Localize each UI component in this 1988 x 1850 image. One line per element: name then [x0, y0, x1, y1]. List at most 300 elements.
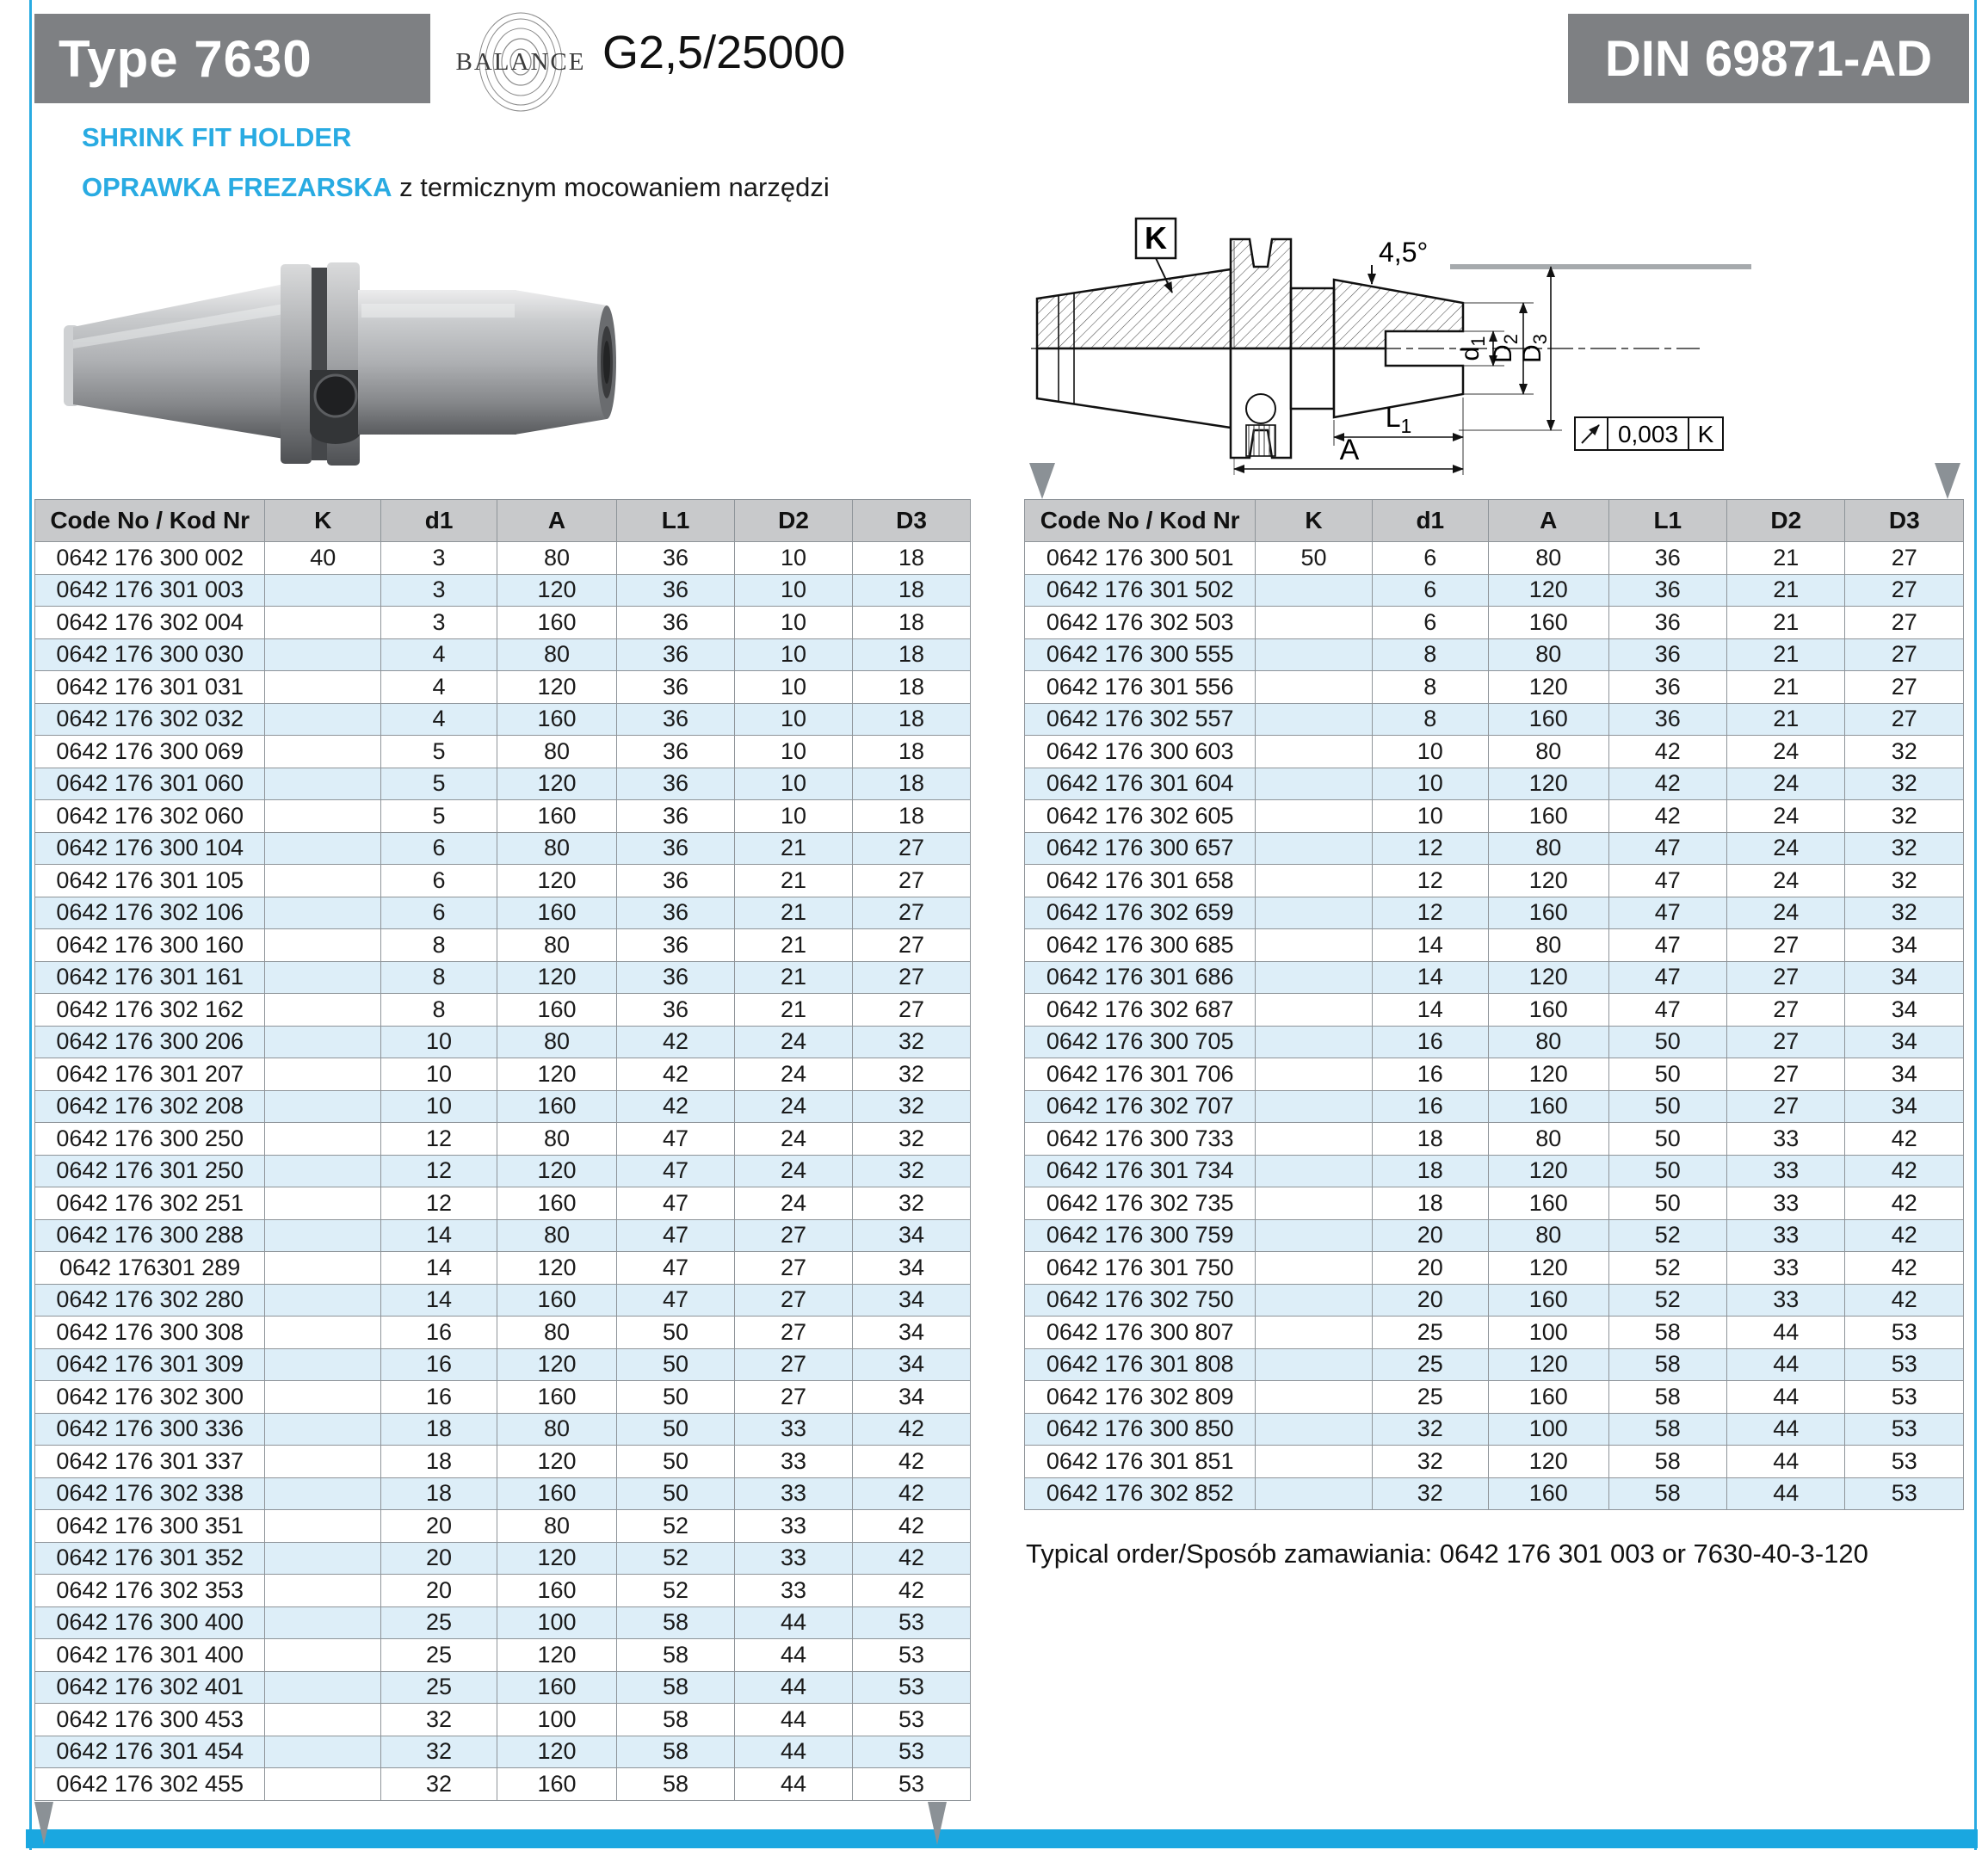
- table-row: [1025, 1348, 1964, 1381]
- table-cell: 160: [1488, 1477, 1608, 1510]
- table-cell: 24: [1727, 736, 1845, 768]
- table-cell: 20: [1372, 1284, 1488, 1317]
- table-row: [1025, 800, 1964, 833]
- table-cell: 24: [1727, 800, 1845, 833]
- table-row: [1025, 1446, 1964, 1478]
- table-cell: [1256, 1252, 1372, 1285]
- table-cell: [265, 638, 381, 671]
- table-row: [35, 671, 971, 704]
- table-cell: 58: [1608, 1477, 1726, 1510]
- table-cell: 36: [617, 961, 735, 994]
- table-cell: 0642 176 302 004: [35, 607, 265, 639]
- table-cell: 4: [381, 703, 497, 736]
- table-cell: 21: [735, 929, 853, 962]
- table-cell: 0642 176 301 250: [35, 1155, 265, 1187]
- table-cell: 34: [1845, 994, 1964, 1027]
- table-cell: 44: [735, 1704, 853, 1736]
- table-cell: [265, 1090, 381, 1123]
- table-row: [1025, 1187, 1964, 1220]
- table-cell: 58: [1608, 1348, 1726, 1381]
- table-cell: 120: [497, 1736, 616, 1768]
- table-cell: 47: [1608, 994, 1726, 1027]
- column-header: D3: [1845, 500, 1964, 542]
- table-cell: 80: [497, 929, 616, 962]
- table-cell: 32: [852, 1187, 970, 1220]
- table-cell: 24: [735, 1026, 853, 1058]
- table-cell: 100: [497, 1606, 616, 1639]
- table-cell: 34: [852, 1284, 970, 1317]
- table-cell: 0642 176 301 309: [35, 1348, 265, 1381]
- table-cell: 27: [735, 1284, 853, 1317]
- table-row: [1025, 1058, 1964, 1091]
- table-cell: 53: [1845, 1477, 1964, 1510]
- column-header: d1: [1372, 500, 1488, 542]
- table-cell: 47: [1608, 865, 1726, 897]
- table-cell: 32: [1845, 865, 1964, 897]
- table-row: [35, 897, 971, 929]
- table-cell: 0642 176 302 735: [1025, 1187, 1256, 1220]
- table-row: [1025, 865, 1964, 897]
- table-cell: 120: [497, 1446, 616, 1478]
- table-cell: 120: [497, 865, 616, 897]
- table-cell: 52: [617, 1542, 735, 1575]
- table-row: [35, 1736, 971, 1768]
- table-row: [1025, 542, 1964, 575]
- table-cell: 120: [1488, 1058, 1608, 1091]
- table-cell: 50: [1608, 1187, 1726, 1220]
- table-row: [35, 574, 971, 607]
- table-cell: 80: [1488, 929, 1608, 962]
- table-cell: 0642 176 301 502: [1025, 574, 1256, 607]
- table-cell: 0642 176 300 685: [1025, 929, 1256, 962]
- table-cell: 0642 176 301 031: [35, 671, 265, 704]
- table-cell: 0642 176301 289: [35, 1252, 265, 1285]
- table-cell: [265, 961, 381, 994]
- table-cell: 0642 176 300 807: [1025, 1317, 1256, 1349]
- table-cell: 0642 176 302 707: [1025, 1090, 1256, 1123]
- table-cell: [1256, 1284, 1372, 1317]
- table-cell: 16: [1372, 1058, 1488, 1091]
- table-cell: 0642 176 302 208: [35, 1090, 265, 1123]
- product-name-pl-rest: z termicznym mocowaniem narzędzi: [392, 172, 830, 202]
- column-header: L1: [1608, 500, 1726, 542]
- table-cell: 42: [852, 1477, 970, 1510]
- table-cell: 160: [497, 1477, 616, 1510]
- table-cell: 53: [852, 1671, 970, 1704]
- table-cell: 42: [852, 1510, 970, 1543]
- table-cell: 34: [852, 1219, 970, 1252]
- table-cell: 42: [617, 1090, 735, 1123]
- table-row: [35, 1671, 971, 1704]
- table-cell: 120: [497, 574, 616, 607]
- table-cell: [265, 1736, 381, 1768]
- table-cell: 47: [1608, 929, 1726, 962]
- table-cell: 18: [1372, 1123, 1488, 1156]
- table-cell: 20: [1372, 1219, 1488, 1252]
- table-cell: 120: [1488, 1348, 1608, 1381]
- table-cell: 0642 176 300 759: [1025, 1219, 1256, 1252]
- table-cell: 0642 176 301 686: [1025, 961, 1256, 994]
- table-cell: [265, 1317, 381, 1349]
- product-name-pl-bold: OPRAWKA FREZARSKA: [82, 172, 392, 202]
- table-cell: 14: [1372, 994, 1488, 1027]
- table-cell: 27: [852, 897, 970, 929]
- table-cell: 0642 176 302 809: [1025, 1381, 1256, 1414]
- table-cell: 24: [1727, 832, 1845, 865]
- table-cell: [265, 671, 381, 704]
- table-row: [1025, 1155, 1964, 1187]
- table-cell: 10: [735, 703, 853, 736]
- table-cell: 24: [735, 1090, 853, 1123]
- table-cell: 21: [735, 994, 853, 1027]
- table-row: [1025, 994, 1964, 1027]
- table-cell: 0642 176 302 659: [1025, 897, 1256, 929]
- table-cell: 42: [617, 1026, 735, 1058]
- table-cell: 100: [1488, 1317, 1608, 1349]
- table-cell: 160: [497, 1768, 616, 1801]
- table-cell: [1256, 1477, 1372, 1510]
- table-cell: 8: [381, 961, 497, 994]
- table-row: [35, 1542, 971, 1575]
- continuation-triangle-icon: [1029, 463, 1055, 499]
- table-cell: 27: [735, 1348, 853, 1381]
- table-cell: 27: [1727, 1058, 1845, 1091]
- table-row: [1025, 703, 1964, 736]
- table-cell: 47: [617, 1284, 735, 1317]
- table-cell: 160: [1488, 994, 1608, 1027]
- table-cell: [265, 1284, 381, 1317]
- table-cell: 42: [617, 1058, 735, 1091]
- table-cell: 12: [381, 1123, 497, 1156]
- column-header: d1: [381, 500, 497, 542]
- table-cell: 10: [735, 736, 853, 768]
- table-cell: 47: [1608, 897, 1726, 929]
- table-cell: 120: [497, 1155, 616, 1187]
- table-cell: 80: [1488, 1026, 1608, 1058]
- table-cell: 58: [617, 1639, 735, 1672]
- table-cell: [1256, 607, 1372, 639]
- din-standard-label: DIN 69871-AD: [1604, 30, 1933, 87]
- table-cell: 160: [497, 703, 616, 736]
- table-cell: 80: [1488, 638, 1608, 671]
- table-cell: 36: [617, 832, 735, 865]
- table-cell: 33: [1727, 1123, 1845, 1156]
- table-cell: 58: [1608, 1381, 1726, 1414]
- table-cell: 27: [1727, 929, 1845, 962]
- table-cell: 34: [1845, 929, 1964, 962]
- table-cell: [1256, 1026, 1372, 1058]
- table-cell: 0642 176 301 851: [1025, 1446, 1256, 1478]
- table-cell: 52: [1608, 1284, 1726, 1317]
- table-cell: 160: [497, 1284, 616, 1317]
- table-cell: 18: [852, 736, 970, 768]
- table-row: [1025, 1381, 1964, 1414]
- column-header: A: [497, 500, 616, 542]
- table-cell: 0642 176 300 288: [35, 1219, 265, 1252]
- table-cell: 27: [1727, 1090, 1845, 1123]
- table-cell: 0642 176 301 750: [1025, 1252, 1256, 1285]
- table-row: [35, 929, 971, 962]
- table-cell: 27: [1727, 1026, 1845, 1058]
- table-row: [35, 1090, 971, 1123]
- table-cell: 160: [1488, 1187, 1608, 1220]
- table-cell: 16: [381, 1317, 497, 1349]
- table-row: [1025, 736, 1964, 768]
- table-cell: 0642 176 300 850: [1025, 1413, 1256, 1446]
- table-cell: 32: [1845, 736, 1964, 768]
- table-cell: [1256, 1123, 1372, 1156]
- table-cell: 0642 176 300 206: [35, 1026, 265, 1058]
- table-cell: [1256, 1348, 1372, 1381]
- table-row: [1025, 961, 1964, 994]
- table-cell: 21: [1727, 638, 1845, 671]
- table-cell: 25: [381, 1606, 497, 1639]
- table-cell: 80: [497, 1219, 616, 1252]
- table-cell: 0642 176 301 604: [1025, 768, 1256, 800]
- table-cell: 42: [1845, 1123, 1964, 1156]
- table-cell: 18: [852, 703, 970, 736]
- table-cell: 32: [852, 1123, 970, 1156]
- table-cell: [265, 1155, 381, 1187]
- table-cell: 36: [617, 865, 735, 897]
- table-cell: 33: [1727, 1219, 1845, 1252]
- table-cell: 160: [497, 1575, 616, 1607]
- table-cell: 34: [1845, 1090, 1964, 1123]
- table-cell: 44: [1727, 1413, 1845, 1446]
- table-cell: [1256, 1413, 1372, 1446]
- table-cell: 33: [1727, 1284, 1845, 1317]
- product-name-pl: [82, 172, 830, 203]
- table-cell: 50: [1608, 1058, 1726, 1091]
- table-cell: 16: [1372, 1026, 1488, 1058]
- table-cell: [1256, 961, 1372, 994]
- table-row: [35, 1768, 971, 1801]
- table-cell: 160: [1488, 800, 1608, 833]
- table-cell: 18: [852, 671, 970, 704]
- table-cell: 12: [1372, 865, 1488, 897]
- table-cell: 16: [381, 1348, 497, 1381]
- table-cell: 160: [1488, 607, 1608, 639]
- table-cell: [265, 897, 381, 929]
- table-cell: 0642 176 302 280: [35, 1284, 265, 1317]
- table-cell: 3: [381, 574, 497, 607]
- table-cell: 24: [1727, 897, 1845, 929]
- column-header: D2: [1727, 500, 1845, 542]
- table-cell: 10: [735, 768, 853, 800]
- table-cell: 44: [1727, 1381, 1845, 1414]
- table-cell: 52: [617, 1575, 735, 1607]
- table-row: [35, 542, 971, 575]
- table-cell: 21: [1727, 671, 1845, 704]
- table-cell: 120: [1488, 1155, 1608, 1187]
- table-cell: 160: [1488, 1381, 1608, 1414]
- table-cell: 10: [381, 1026, 497, 1058]
- table-cell: 24: [1727, 768, 1845, 800]
- table-cell: 25: [381, 1639, 497, 1672]
- table-row: [1025, 638, 1964, 671]
- column-header: A: [1488, 500, 1608, 542]
- table-cell: 80: [497, 1510, 616, 1543]
- table-cell: 80: [1488, 832, 1608, 865]
- table-cell: 27: [1727, 961, 1845, 994]
- table-cell: 42: [1845, 1252, 1964, 1285]
- table-cell: 50: [1608, 1090, 1726, 1123]
- table-cell: [265, 1542, 381, 1575]
- table-cell: 120: [497, 1058, 616, 1091]
- table-cell: 42: [1608, 768, 1726, 800]
- table-cell: 12: [1372, 897, 1488, 929]
- table-cell: 44: [1727, 1317, 1845, 1349]
- table-cell: 80: [497, 736, 616, 768]
- table-cell: 6: [1372, 607, 1488, 639]
- table-cell: 47: [617, 1252, 735, 1285]
- table-cell: 10: [735, 671, 853, 704]
- table-cell: [265, 1413, 381, 1446]
- table-row: [35, 1704, 971, 1736]
- table-cell: 160: [497, 1671, 616, 1704]
- table-cell: 33: [1727, 1187, 1845, 1220]
- column-header: Code No / Kod Nr: [1025, 500, 1256, 542]
- table-cell: 21: [735, 961, 853, 994]
- table-cell: 0642 176 301 105: [35, 865, 265, 897]
- table-cell: 47: [617, 1123, 735, 1156]
- table-cell: 0642 176 301 003: [35, 574, 265, 607]
- table-cell: 6: [381, 865, 497, 897]
- table-cell: 21: [735, 897, 853, 929]
- table-row: [35, 1606, 971, 1639]
- table-cell: [1256, 1446, 1372, 1478]
- table-row: [35, 1026, 971, 1058]
- table-cell: 8: [381, 929, 497, 962]
- table-cell: 32: [1372, 1477, 1488, 1510]
- table-cell: 10: [735, 638, 853, 671]
- table-cell: 50: [1608, 1155, 1726, 1187]
- table-cell: 36: [1608, 542, 1726, 575]
- table-cell: 120: [497, 961, 616, 994]
- table-cell: 14: [381, 1219, 497, 1252]
- table-cell: [1256, 800, 1372, 833]
- table-cell: 5: [381, 736, 497, 768]
- angle-label: 4,5°: [1379, 237, 1429, 268]
- table-row: [1025, 1317, 1964, 1349]
- table-cell: [265, 574, 381, 607]
- table-row: [35, 1446, 971, 1478]
- table-row: [35, 1477, 971, 1510]
- table-cell: [1256, 1090, 1372, 1123]
- table-cell: 120: [1488, 574, 1608, 607]
- table-cell: 18: [852, 607, 970, 639]
- parts-table-left: [34, 499, 971, 1801]
- table-cell: 0642 176 300 705: [1025, 1026, 1256, 1058]
- table-cell: 44: [735, 1639, 853, 1672]
- table-cell: 120: [1488, 671, 1608, 704]
- parts-table-right: [1024, 499, 1964, 1510]
- table-cell: [1256, 1219, 1372, 1252]
- table-cell: 36: [617, 994, 735, 1027]
- table-cell: [265, 1477, 381, 1510]
- table-cell: 34: [852, 1348, 970, 1381]
- table-cell: [1256, 1187, 1372, 1220]
- table-cell: [1256, 671, 1372, 704]
- table-cell: 0642 176 302 455: [35, 1768, 265, 1801]
- table-cell: 36: [1608, 607, 1726, 639]
- table-cell: 44: [1727, 1477, 1845, 1510]
- table-row: [1025, 832, 1964, 865]
- table-row: [1025, 1026, 1964, 1058]
- table-cell: 0642 176 302 503: [1025, 607, 1256, 639]
- table-row: [35, 832, 971, 865]
- table-cell: 27: [852, 994, 970, 1027]
- table-cell: 0642 176 300 002: [35, 542, 265, 575]
- dim-d2-label: $D_2$: [1489, 334, 1522, 363]
- table-cell: 27: [1845, 671, 1964, 704]
- table-cell: 10: [735, 574, 853, 607]
- table-cell: 0642 176 301 337: [35, 1446, 265, 1478]
- table-cell: 0642 176 302 162: [35, 994, 265, 1027]
- table-cell: 21: [735, 832, 853, 865]
- table-cell: [1256, 703, 1372, 736]
- table-row: [1025, 1219, 1964, 1252]
- table-cell: 52: [1608, 1219, 1726, 1252]
- table-cell: 36: [617, 607, 735, 639]
- table-cell: 33: [735, 1446, 853, 1478]
- table-cell: 36: [1608, 574, 1726, 607]
- table-cell: 160: [1488, 703, 1608, 736]
- table-cell: 53: [852, 1704, 970, 1736]
- table-cell: 3: [381, 607, 497, 639]
- table-cell: 32: [381, 1704, 497, 1736]
- table-row: [1025, 1123, 1964, 1156]
- table-cell: 53: [1845, 1413, 1964, 1446]
- table-row: [35, 1123, 971, 1156]
- page-title: Type 7630: [59, 29, 312, 88]
- table-row: [35, 1348, 971, 1381]
- table-cell: 160: [497, 607, 616, 639]
- table-cell: 0642 176 302 750: [1025, 1284, 1256, 1317]
- table-cell: 8: [381, 994, 497, 1027]
- table-cell: 33: [735, 1542, 853, 1575]
- table-header-row: [1025, 500, 1964, 542]
- table-cell: 160: [497, 1381, 616, 1414]
- table-cell: 50: [1256, 542, 1372, 575]
- table-cell: 58: [617, 1671, 735, 1704]
- table-cell: 0642 176 300 453: [35, 1704, 265, 1736]
- table-row: [1025, 897, 1964, 929]
- table-cell: [265, 1026, 381, 1058]
- table-cell: [1256, 897, 1372, 929]
- table-cell: 32: [852, 1058, 970, 1091]
- product-photo: [52, 211, 620, 486]
- table-cell: 0642 176 302 032: [35, 703, 265, 736]
- table-cell: 80: [497, 1413, 616, 1446]
- table-cell: 8: [1372, 703, 1488, 736]
- table-cell: 36: [617, 542, 735, 575]
- table-cell: 14: [1372, 961, 1488, 994]
- table-cell: 36: [617, 574, 735, 607]
- tolerance-datum: K: [1697, 421, 1714, 447]
- table-cell: 0642 176 302 687: [1025, 994, 1256, 1027]
- table-cell: [1256, 1317, 1372, 1349]
- table-cell: 32: [1845, 897, 1964, 929]
- balance-grade-label: G2,5/25000: [602, 27, 846, 78]
- table-row: [35, 1284, 971, 1317]
- table-cell: [1256, 832, 1372, 865]
- table-cell: 0642 176 301 808: [1025, 1348, 1256, 1381]
- table-cell: 36: [1608, 703, 1726, 736]
- page-left-accent-line: [29, 0, 32, 1850]
- table-cell: 10: [735, 542, 853, 575]
- table-cell: 4: [381, 638, 497, 671]
